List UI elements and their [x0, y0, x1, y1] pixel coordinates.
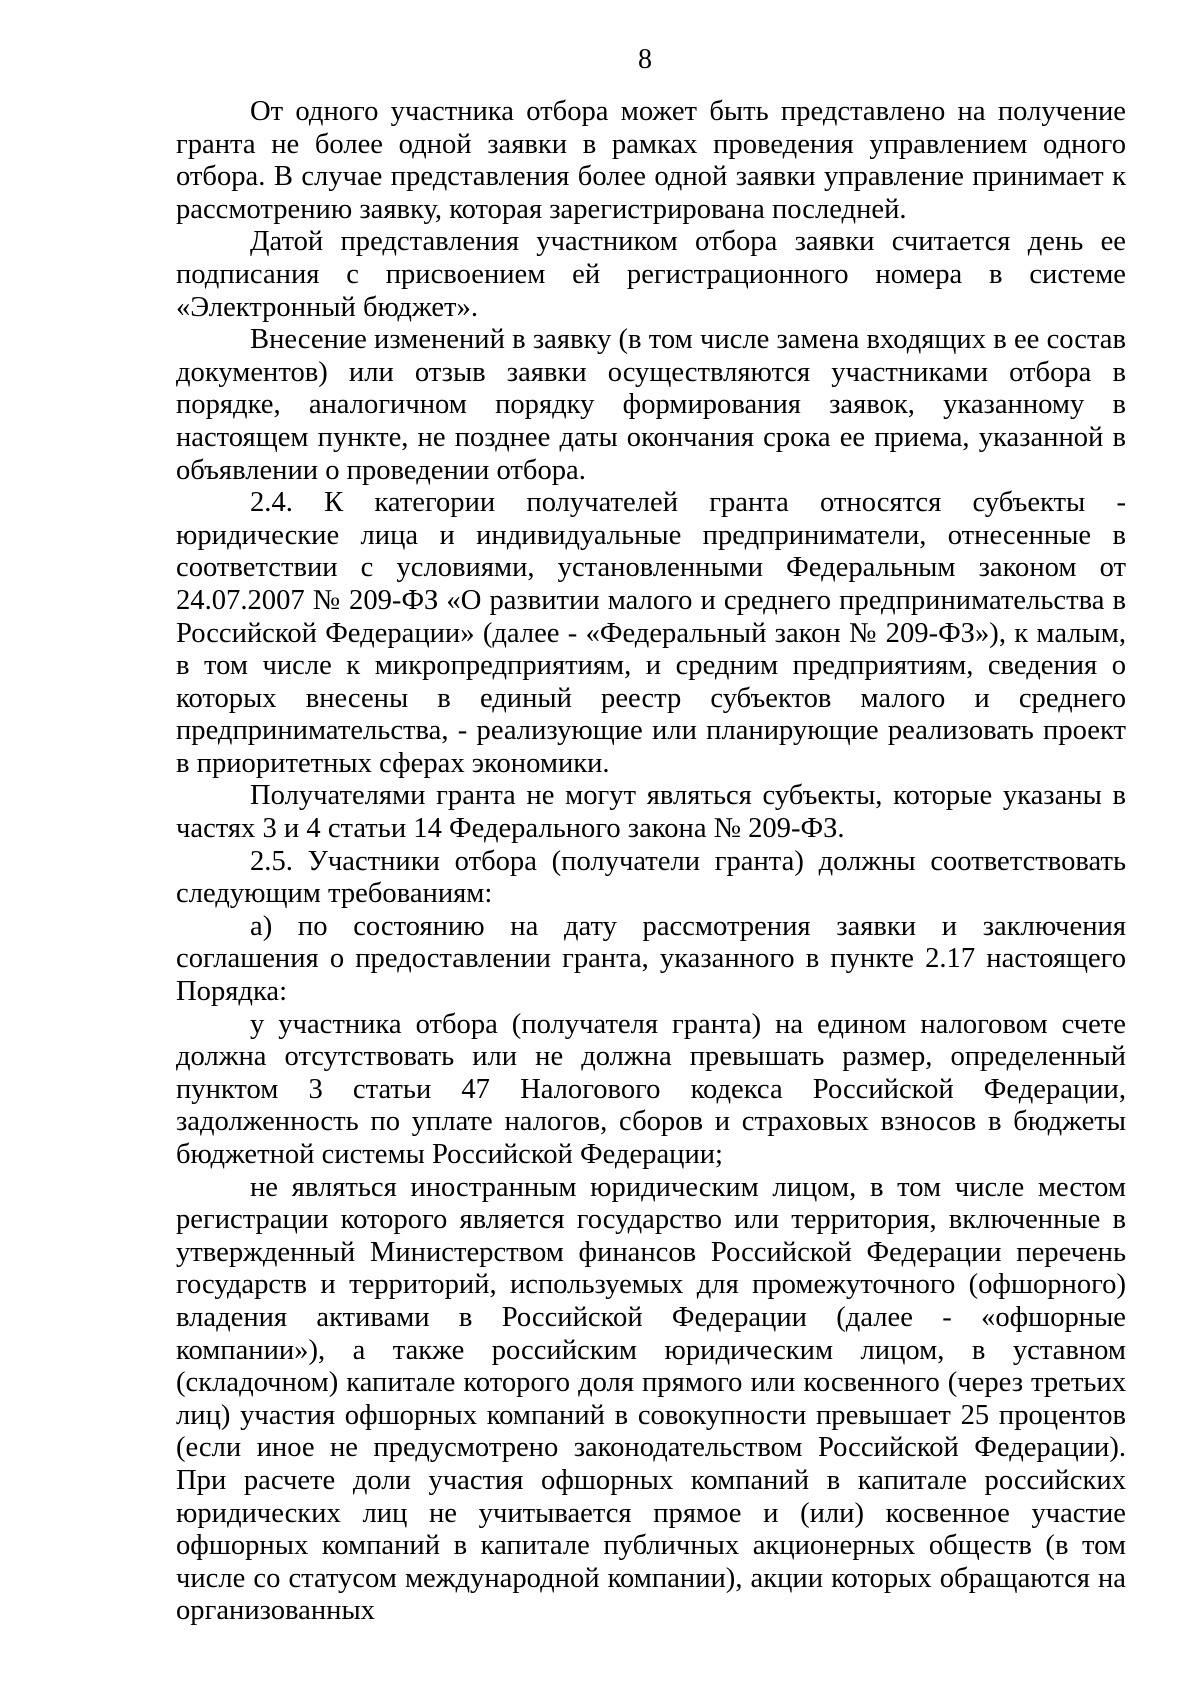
paragraph-3: Внесение изменений в заявку (в том числе замена входящих в ее состав документов) или отзыв заявки осуществляются участниками отбора в порядке, аналогичном порядку формирования заявок, указанному в настоящем пункте, не позднее даты окончания срока ее приема, указанной в объявлении о проведении отбора.: [176, 324, 1126, 486]
paragraph-2-5: 2.5. Участники отбора (получатели гранта) должны соответствовать следующим требованиям:: [176, 845, 1126, 910]
paragraph-9: не являться иностранным юридическим лицом, в том числе местом регистрации которого является государство или территория, включенные в утвержденный Министерством финансов Российской Федерации перечень государств и территорий, используемых для промежуточного (офшорного) владения активами в Российской Федерации (далее - «офшорные компании»), а также российским юридическим лицом, в уставном (складочном) капитале которого доля прямого или косвенного (через третьих лиц) участия офшорных компаний в совокупности превышает 25 процентов (если иное не предусмотрено законодательством Российской Федерации). При расчете доли участия офшорных компаний в капитале российских юридических лиц не учитывается прямое и (или) косвенное участие офшорных компаний в капитале публичных акционерных обществ (в том числе со статусом международной компании), акции которых обращаются на организованных: [176, 1171, 1126, 1627]
document-body: [176, 96, 1126, 1628]
paragraph-2-4: 2.4. К категории получателей гранта относятся субъекты - юридические лица и индивидуальные предприниматели, отнесенные в соответствии с условиями, установленными Федеральным законом от 24.07.2007 № 209-ФЗ «О развитии малого и среднего предпринимательства в Российской Федерации» (далее - «Федеральный закон № 209-ФЗ»), к малым, в том числе к микропредприятиям, и средним предприятиям, сведения о которых внесены в единый реестр субъектов малого и среднего предпринимательства, - реализующие или планирующие реализовать проект в приоритетных сферах экономики.: [176, 487, 1126, 779]
paragraph-5: Получателями гранта не могут являться субъекты, которые указаны в частях 3 и 4 статьи 14 Федерального закона № 209-ФЗ.: [176, 780, 1126, 845]
paragraph-2: Датой представления участником отбора заявки считается день ее подписания с присвоением ей регистрационного номера в системе «Электронный бюджет».: [176, 226, 1126, 323]
page-number: 8: [638, 44, 652, 75]
paragraph-1: От одного участника отбора может быть представлено на получение гранта не более одной заявки в рамках проведения управлением одного отбора. В случае представления более одной заявки управление принимает к рассмотрению заявку, которая зарегистрирована последней.: [176, 96, 1126, 225]
paragraph-item-a: а) по состоянию на дату рассмотрения заявки и заключения соглашения о предоставлении гранта, указанного в пункте 2.17 настоящего Порядка:: [176, 910, 1126, 1008]
paragraph-8: у участника отбора (получателя гранта) на едином налоговом счете должна отсутствовать или не должна превышать размер, определенный пунктом 3 статьи 47 Налогового кодекса Российской Федерации, задолженность по уплате налогов, сборов и страховых взносов в бюджеты бюджетной системы Российской Федерации;: [176, 1008, 1126, 1170]
